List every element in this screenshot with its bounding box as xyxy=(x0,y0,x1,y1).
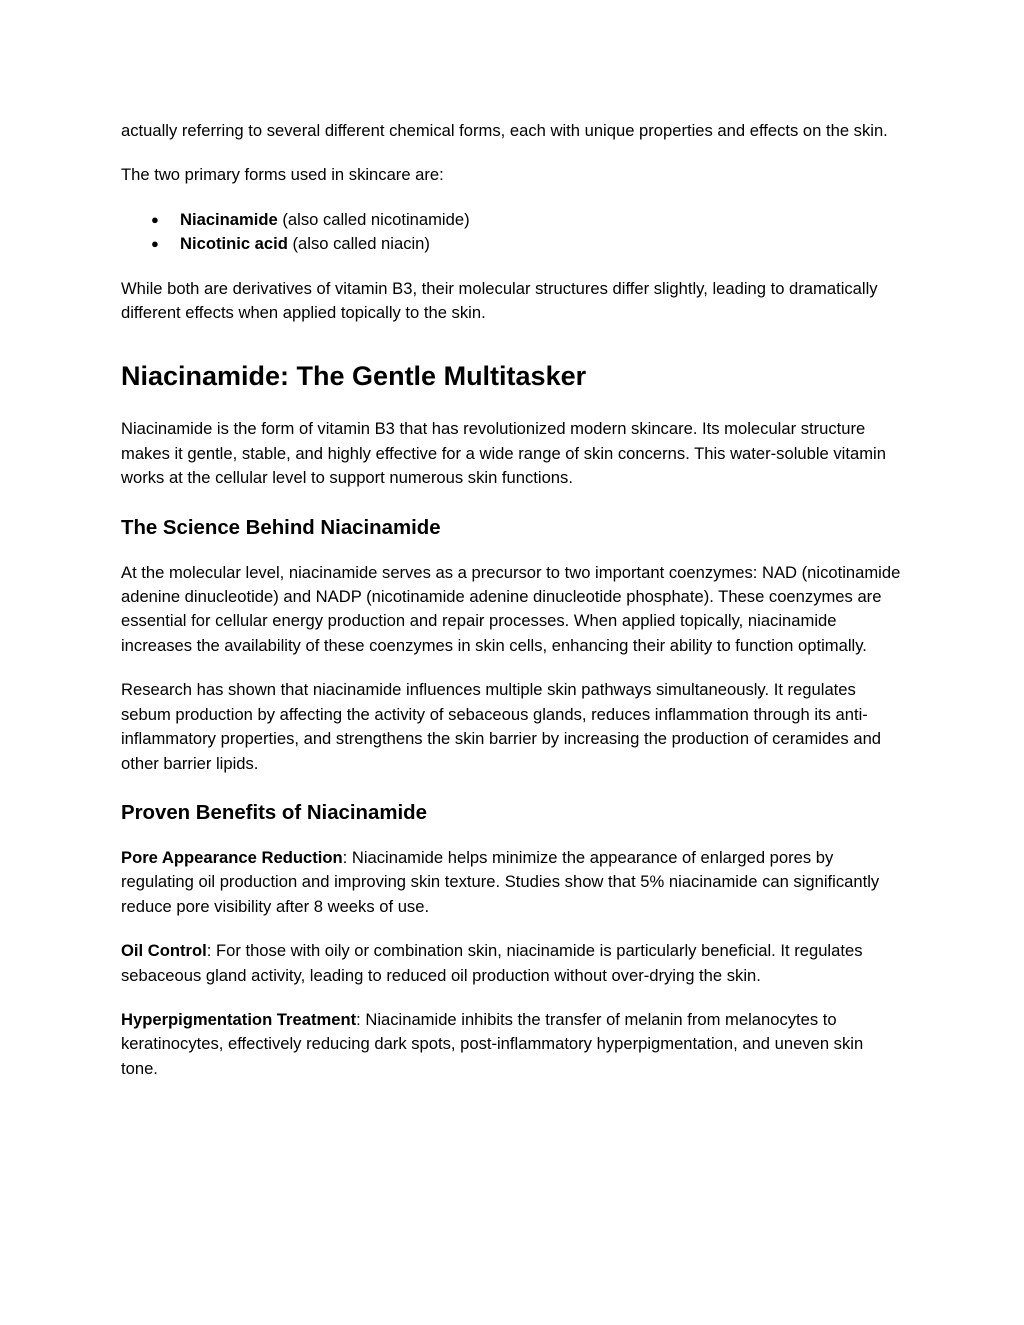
document-page xyxy=(121,119,903,1081)
benefit-term: Hyperpigmentation Treatment xyxy=(121,1009,357,1029)
list-item xyxy=(121,208,903,232)
benefit-term: Oil Control xyxy=(121,941,207,961)
section-intro-paragraph: Niacinamide is the form of vitamin B3 that has revolutionized modern skincare. Its molecular structure makes it gentle, stable, and highly effective for a wide range of skin concerns. This water-soluble vitamin works at the cellular level to support numerous skin functions. xyxy=(121,419,886,488)
bullet-icon: ● xyxy=(151,236,159,252)
intro-paragraph-2: The two primary forms used in skincare are: xyxy=(121,165,444,185)
benefit-text: : Niacinamide helps minimize the appearance of enlarged pores by regulating oil production and improving skin texture. Studies show that 5% niacinamide can significantly reduce pore visibility after 8 weeks of use. xyxy=(121,847,880,916)
form-name: Niacinamide xyxy=(180,209,278,229)
benefit-paragraph xyxy=(121,1008,903,1081)
benefit-paragraph xyxy=(121,939,903,988)
intro-paragraph-3: While both are derivatives of vitamin B3, their molecular structures differ slightly, leading to dramatically different effects when applied topically to the skin. xyxy=(121,278,878,323)
benefits-heading: Proven Benefits of Niacinamide xyxy=(121,801,427,824)
intro-paragraph-1: actually referring to several different chemical forms, each with unique properties and effects on the skin. xyxy=(121,121,888,140)
form-name: Nicotinic acid xyxy=(180,234,288,254)
form-note: (also called niacin) xyxy=(287,234,430,254)
section-heading: Niacinamide: The Gentle Multitasker xyxy=(121,361,587,392)
form-note: (also called nicotinamide) xyxy=(277,209,470,229)
benefit-term: Pore Appearance Reduction xyxy=(121,847,343,867)
science-paragraph-1: At the molecular level, niacinamide serves as a precursor to two important coenzymes: NAD (nicotinamide adenine dinucleotide) and NADP (nicotinamide adenine dinucleotide phosphate). These coenzymes are essential for cellular energy production and repair processes. When applied topically, niacinamide increases the availability of these coenzymes in skin cells, enhancing their ability to function optimally. xyxy=(121,562,901,655)
forms-list xyxy=(121,208,903,257)
science-paragraph-2: Research has shown that niacinamide influences multiple skin pathways simultaneously. It regulates sebum production by affecting the activity of sebaceous glands, reduces inflammation through its anti-inflammatory properties, and strengthens the skin barrier by increasing the production of ceramides and other barrier lipids. xyxy=(121,680,882,773)
science-heading: The Science Behind Niacinamide xyxy=(121,516,441,539)
benefit-text: : Niacinamide inhibits the transfer of melanin from melanocytes to keratinocytes, effectively reducing dark spots, post-inflammatory hyperpigmentation, and uneven skin tone. xyxy=(121,1009,864,1078)
list-item xyxy=(121,232,903,256)
bullet-icon: ● xyxy=(151,211,159,227)
benefit-paragraph xyxy=(121,846,903,919)
benefit-text: : For those with oily or combination skin, niacinamide is particularly beneficial. It regulates sebaceous gland activity, leading to reduced oil production without over-drying the skin. xyxy=(121,941,863,985)
